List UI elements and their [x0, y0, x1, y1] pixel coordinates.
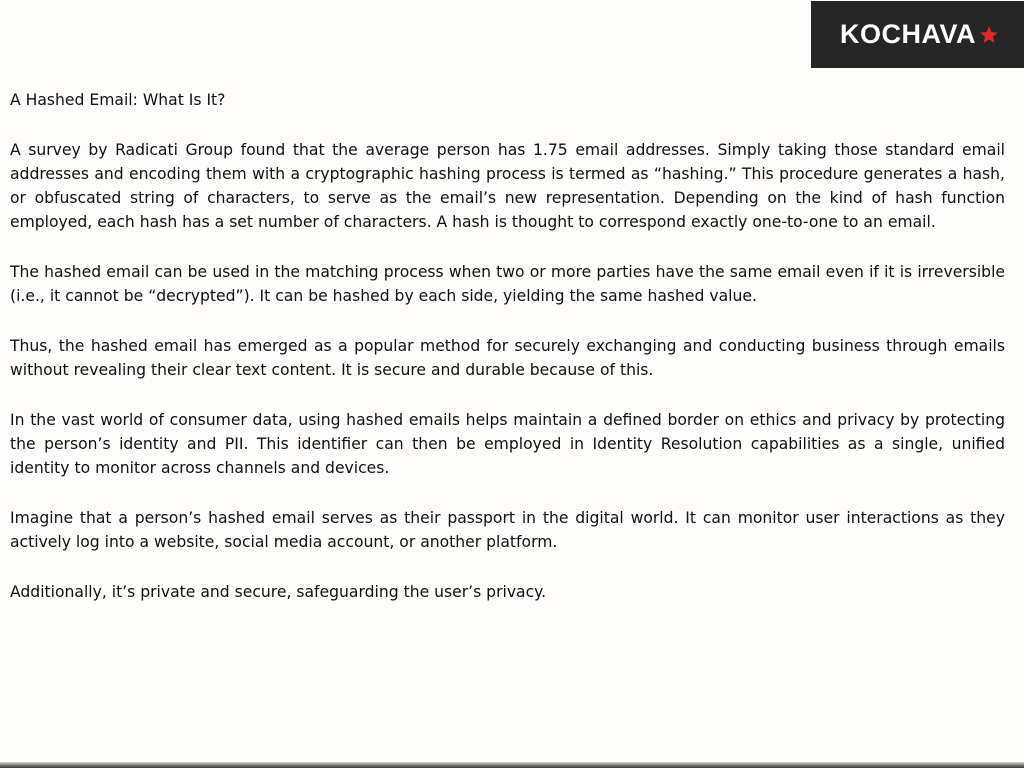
paragraph-privacy: Additionally, it’s private and secure, safeguarding the user’s privacy. [10, 583, 547, 601]
logo-text: KOCHAVA [840, 19, 976, 49]
star-icon [979, 25, 999, 45]
paragraph-matching: The hashed email can be used in the matching process when two or more parties have the same email even if it is irreversible (i.e., it cannot be “decrypted”). It can be hashed by each side, yielding the same hashed value. [10, 263, 1005, 305]
paragraph-passport: Imagine that a person’s hashed email serves as their passport in the digital world. It can monitor user interactions as they actively log into a website, social media account, or another platform. [10, 509, 1005, 551]
article-heading: A Hashed Email: What Is It? [10, 91, 226, 109]
article-body [10, 88, 1005, 630]
paragraph-popular-method: Thus, the hashed email has emerged as a popular method for securely exchanging and conducting business through emails without revealing their clear text content. It is secure and durable because of this. [10, 337, 1005, 379]
paragraph-consumer-data: In the vast world of consumer data, using hashed emails helps maintain a defined border on ethics and privacy by protecting the person’s identity and PII. This identifier can then be employed in Identity Resolution capabilities as a single, unified identity to monitor across channels and devices. [10, 411, 1005, 477]
bottom-divider [0, 762, 1024, 768]
paragraph-survey: A survey by Radicati Group found that the average person has 1.75 email addresses. Simply taking those standard email addresses and encoding them with a cryptographic hashing process is termed as “hashing.” This procedure generates a hash, or obfuscated string of characters, to serve as the email’s new representation. Depending on the kind of hash function employed, each hash has a set number of characters. A hash is thought to correspond exactly one-to-one to an email. [10, 141, 1005, 231]
kochava-logo [811, 1, 1024, 68]
